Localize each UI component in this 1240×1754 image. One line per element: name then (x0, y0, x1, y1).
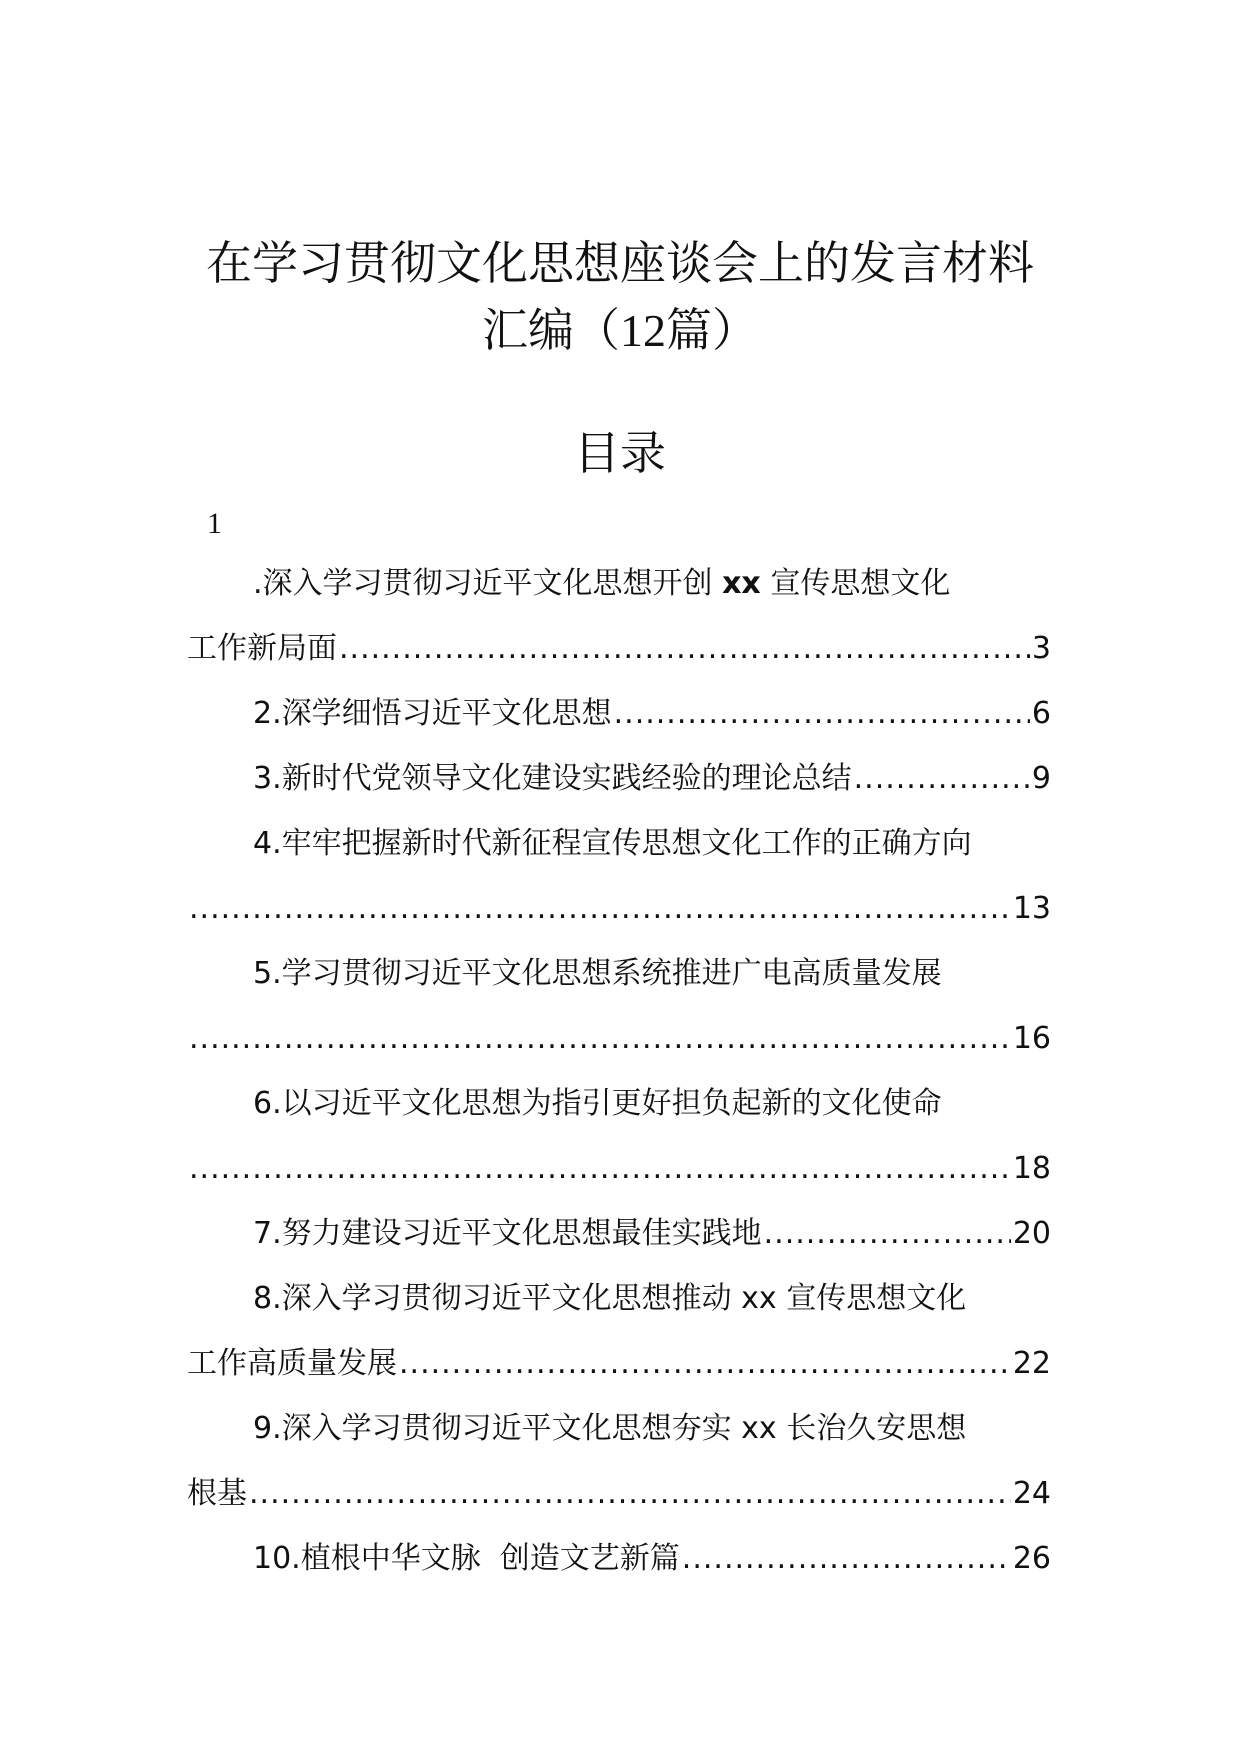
toc-leader-dots (764, 1201, 1011, 1266)
toc-page-number: 24 (1012, 1476, 1051, 1511)
toc-entry[interactable] (187, 1266, 1051, 1396)
toc-entry-line (187, 551, 1051, 616)
toc-page-number: 13 (1012, 891, 1051, 926)
toc-entry-title: 9.深入学习贯彻习近平文化思想夯实 xx 长治久安思想 (253, 1411, 967, 1446)
toc-entry[interactable] (187, 1201, 1051, 1266)
toc-page-number: 26 (1012, 1541, 1051, 1576)
toc-leader-dots (854, 746, 1030, 811)
toc-leader-dots (399, 1331, 1011, 1396)
toc-page-number: 20 (1012, 1216, 1051, 1251)
toc-entry-title: 6.以习近平文化思想为指引更好担负起新的文化使命 (253, 1086, 942, 1121)
toc-leader-dots (189, 1006, 1011, 1071)
toc-entry-line (187, 941, 1051, 1006)
toc-entry-line (187, 1266, 1051, 1331)
toc-entry[interactable] (187, 811, 1051, 941)
document-title-line-2 (0, 295, 1240, 366)
toc-page-number: 3 (1031, 631, 1051, 666)
toc-entry-title: 4.牢牢把握新时代新征程宣传思想文化工作的正确方向 (253, 826, 972, 861)
toc-entry-line (187, 1136, 1051, 1201)
toc-entry[interactable] (187, 746, 1051, 811)
toc-entry[interactable] (187, 551, 1051, 681)
toc-emphasis: xx (722, 566, 761, 601)
toc-entry[interactable] (187, 941, 1051, 1071)
toc-entry-line (187, 681, 1051, 746)
toc-page-number: 16 (1012, 1021, 1051, 1056)
toc-entry[interactable] (187, 1071, 1051, 1201)
toc-entry-line (187, 746, 1051, 811)
toc-entry-line (187, 1396, 1051, 1461)
toc-entry-title: 10.植根中华文脉 创造文艺新篇 (253, 1541, 680, 1576)
toc-entry-title: 3.新时代党领导文化建设实践经验的理论总结 (253, 761, 852, 796)
title-count: 12 (620, 305, 666, 356)
toc-leader-dots (249, 1461, 1011, 1526)
toc-entry-line (187, 1461, 1051, 1526)
toc-page-number: 9 (1031, 761, 1051, 796)
toc-entry-line (187, 811, 1051, 876)
toc-entry-title: 8.深入学习贯彻习近平文化思想推动 xx 宣传思想文化 (253, 1281, 967, 1316)
toc-entry-title-cont: 工作新局面 (187, 631, 337, 666)
title-suffix: 篇） (666, 303, 758, 357)
toc-heading: 目录 (574, 426, 666, 480)
toc-entry-title: .深入学习贯彻习近平文化思想开创 xx 宣传思想文化 (253, 566, 951, 601)
toc-entry-title: 2.深学细悟习近平文化思想 (253, 696, 612, 731)
toc-leader-dots (682, 1526, 1011, 1591)
toc-leader-dots (614, 681, 1030, 746)
toc-entry-line (187, 1331, 1051, 1396)
toc-page-number: 18 (1012, 1151, 1051, 1186)
toc-entry-line (187, 1526, 1051, 1591)
toc-leader-dots (189, 876, 1011, 941)
table-of-contents (187, 551, 1051, 1591)
toc-entry-title-cont: 根基 (187, 1476, 247, 1511)
stray-number: 1 (207, 507, 222, 540)
toc-entry-title: 5.学习贯彻习近平文化思想系统推进广电高质量发展 (253, 956, 942, 991)
document-title-line-1: 在学习贯彻文化思想座谈会上的发言材料 (206, 236, 1034, 290)
toc-entry-line (187, 1201, 1051, 1266)
toc-entry-title: 7.努力建设习近平文化思想最佳实践地 (253, 1216, 762, 1251)
toc-entry-line (187, 1071, 1051, 1136)
toc-page-number: 6 (1031, 696, 1051, 731)
toc-leader-dots (189, 1136, 1011, 1201)
toc-entry-title-cont: 工作高质量发展 (187, 1346, 397, 1381)
toc-entry-line (187, 876, 1051, 941)
toc-entry[interactable] (187, 1526, 1051, 1591)
toc-entry-line (187, 1006, 1051, 1071)
toc-entry[interactable] (187, 681, 1051, 746)
toc-entry[interactable] (187, 1396, 1051, 1526)
toc-page-number: 22 (1012, 1346, 1051, 1381)
title-prefix: 汇编（ (482, 303, 620, 357)
toc-leader-dots (339, 616, 1030, 681)
toc-entry-line (187, 616, 1051, 681)
